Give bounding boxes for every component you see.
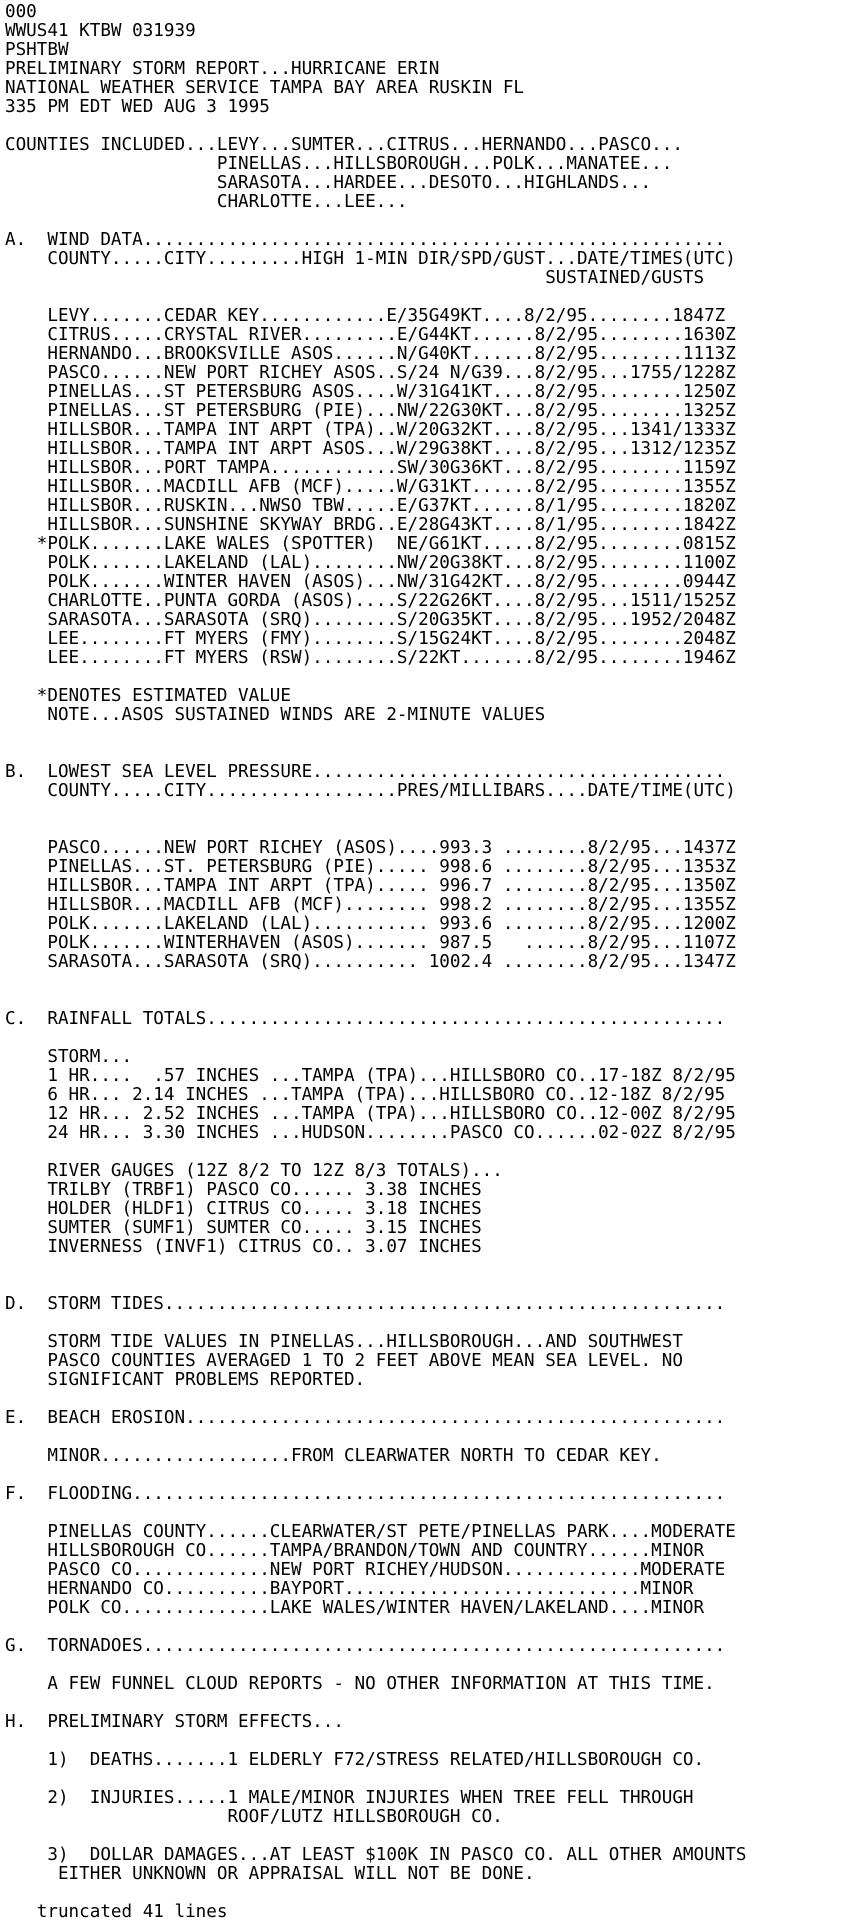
report-line <box>5 1143 849 1162</box>
report-line: POLK.......WINTER HAVEN (ASOS)...NW/31G42KT...8/2/95........0944Z <box>5 572 736 592</box>
storm-report-text <box>5 3 849 1918</box>
report-line: SIGNIFICANT PROBLEMS REPORTED. <box>5 1370 366 1390</box>
report-line: 1 HR.... .57 INCHES ...TAMPA (TPA)...HILLSBORO CO..17-18Z 8/2/95 <box>5 1066 736 1086</box>
report-line: WWUS41 KTBW 031939 <box>5 21 196 41</box>
report-line: POLK.......LAKELAND (LAL)........NW/20G38KT...8/2/95........1100Z <box>5 553 736 573</box>
report-line <box>5 1694 849 1713</box>
report-line <box>5 1029 849 1048</box>
report-line: PASCO CO.............NEW PORT RICHEY/HUDSON.............MODERATE <box>5 1560 726 1580</box>
report-line: 000 <box>5 3 37 22</box>
report-line <box>5 1257 849 1276</box>
report-line: PINELLAS...ST PETERSBURG ASOS....W/31G41KT....8/2/95........1250Z <box>5 382 736 402</box>
report-line: HILLSBOR...MACDILL AFB (MCF)........ 998.2 ........8/2/95...1355Z <box>5 895 736 915</box>
report-line: COUNTIES INCLUDED...LEVY...SUMTER...CITRUS...HERNANDO...PASCO... <box>5 135 683 155</box>
report-line: CITRUS.....CRYSTAL RIVER.........E/G44KT......8/2/95........1630Z <box>5 325 736 345</box>
report-line <box>5 1314 849 1333</box>
report-line: F. FLOODING........................................................ <box>5 1484 726 1504</box>
report-line <box>5 1504 849 1523</box>
report-line <box>5 1732 849 1751</box>
report-line: LEVY.......CEDAR KEY............E/35G49KT....8/2/95........1847Z <box>5 306 726 326</box>
report-line <box>5 1827 849 1846</box>
report-line: LEE........FT MYERS (FMY)........S/15G24KT....8/2/95........2048Z <box>5 629 736 649</box>
report-line: HILLSBOROUGH CO......TAMPA/BRANDON/TOWN AND COUNTRY......MINOR <box>5 1541 705 1561</box>
report-line: truncated 41 lines <box>5 1902 228 1918</box>
report-line: HERNANDO...BROOKSVILLE ASOS......N/G40KT......8/2/95........1113Z <box>5 344 736 364</box>
report-line <box>5 1276 849 1295</box>
report-line <box>5 1428 849 1447</box>
report-line: HILLSBOR...TAMPA INT ARPT (TPA)..W/20G32KT....8/2/95...1341/1333Z <box>5 420 736 440</box>
report-line <box>5 1466 849 1485</box>
report-line <box>5 117 849 136</box>
report-line <box>5 801 849 820</box>
report-line <box>5 725 849 744</box>
report-line: 3) DOLLAR DAMAGES...AT LEAST $100K IN PASCO CO. ALL OTHER AMOUNTS <box>5 1845 747 1865</box>
report-line: D. STORM TIDES..................................................... <box>5 1294 726 1314</box>
report-line: NOTE...ASOS SUSTAINED WINDS ARE 2-MINUTE VALUES <box>5 705 546 725</box>
report-line: TRILBY (TRBF1) PASCO CO...... 3.38 INCHES <box>5 1180 482 1200</box>
report-line: *POLK.......LAKE WALES (SPOTTER) NE/G61KT.....8/2/95........0815Z <box>5 534 736 554</box>
report-line: HILLSBOR...TAMPA INT ARPT (TPA)..... 996.7 ........8/2/95...1350Z <box>5 876 736 896</box>
report-line: STORM... <box>5 1047 133 1067</box>
report-line <box>5 820 849 839</box>
report-line: PRELIMINARY STORM REPORT...HURRICANE ERIN <box>5 59 440 79</box>
report-line: PINELLAS...ST. PETERSBURG (PIE)..... 998.6 ........8/2/95...1353Z <box>5 857 736 877</box>
report-line <box>5 1390 849 1409</box>
report-line <box>5 668 849 687</box>
report-line: ROOF/LUTZ HILLSBOROUGH CO. <box>5 1807 503 1827</box>
report-line: PINELLAS...ST PETERSBURG (PIE)...NW/22G30KT...8/2/95........1325Z <box>5 401 736 421</box>
report-line: A. WIND DATA....................................................... <box>5 230 726 250</box>
report-line: 12 HR... 2.52 INCHES ...TAMPA (TPA)...HILLSBORO CO..12-00Z 8/2/95 <box>5 1104 736 1124</box>
report-line: HILLSBOR...RUSKIN...NWSO TBW.....E/G37KT......8/1/95........1820Z <box>5 496 736 516</box>
report-line: C. RAINFALL TOTALS................................................. <box>5 1009 726 1029</box>
report-line: NATIONAL WEATHER SERVICE TAMPA BAY AREA RUSKIN FL <box>5 78 525 98</box>
report-line <box>5 1884 849 1903</box>
report-line: HILLSBOR...SUNSHINE SKYWAY BRDG..E/28G43KT....8/1/95........1842Z <box>5 515 736 535</box>
report-line: 2) INJURIES.....1 MALE/MINOR INJURIES WHEN TREE FELL THROUGH <box>5 1788 694 1808</box>
report-line: HERNANDO CO..........BAYPORT............................MINOR <box>5 1579 694 1599</box>
report-line <box>5 991 849 1010</box>
report-line: CHARLOTTE...LEE... <box>5 192 408 212</box>
report-line <box>5 744 849 763</box>
report-line: A FEW FUNNEL CLOUD REPORTS - NO OTHER INFORMATION AT THIS TIME. <box>5 1674 715 1694</box>
report-line <box>5 212 849 231</box>
report-line: COUNTY.....CITY.........HIGH 1-MIN DIR/SPD/GUST...DATE/TIMES(UTC) <box>5 249 736 269</box>
report-line: INVERNESS (INVF1) CITRUS CO.. 3.07 INCHES <box>5 1237 482 1257</box>
report-line: POLK CO..............LAKE WALES/WINTER HAVEN/LAKELAND....MINOR <box>5 1598 705 1618</box>
report-line: PINELLAS...HILLSBOROUGH...POLK...MANATEE... <box>5 154 673 174</box>
report-line: HOLDER (HLDF1) CITRUS CO..... 3.18 INCHES <box>5 1199 482 1219</box>
report-line: SUSTAINED/GUSTS <box>5 268 705 288</box>
report-line: G. TORNADOES....................................................... <box>5 1636 726 1656</box>
report-line <box>5 1618 849 1637</box>
report-line: SARASOTA...SARASOTA (SRQ).......... 1002.4 ........8/2/95...1347Z <box>5 952 736 972</box>
report-line: PSHTBW <box>5 40 69 60</box>
report-line: PASCO COUNTIES AVERAGED 1 TO 2 FEET ABOVE MEAN SEA LEVEL. NO <box>5 1351 683 1371</box>
report-line: STORM TIDE VALUES IN PINELLAS...HILLSBOROUGH...AND SOUTHWEST <box>5 1332 683 1352</box>
report-line: 6 HR... 2.14 INCHES ...TAMPA (TPA)...HILLSBORO CO..12-18Z 8/2/95 <box>5 1085 726 1105</box>
report-line: COUNTY.....CITY..................PRES/MILLIBARS....DATE/TIME(UTC) <box>5 781 736 801</box>
report-line <box>5 1770 849 1789</box>
report-line: POLK.......LAKELAND (LAL)........... 993.6 ........8/2/95...1200Z <box>5 914 736 934</box>
report-line: 24 HR... 3.30 INCHES ...HUDSON........PASCO CO......02-02Z 8/2/95 <box>5 1123 736 1143</box>
report-line: E. BEACH EROSION................................................... <box>5 1408 726 1428</box>
report-line <box>5 1656 849 1675</box>
report-line: SARASOTA...SARASOTA (SRQ)........S/20G35KT....8/2/95...1952/2048Z <box>5 610 736 630</box>
report-line: H. PRELIMINARY STORM EFFECTS... <box>5 1712 344 1732</box>
report-line: MINOR..................FROM CLEARWATER NORTH TO CEDAR KEY. <box>5 1446 662 1466</box>
report-line: 1) DEATHS.......1 ELDERLY F72/STRESS RELATED/HILLSBOROUGH CO. <box>5 1750 705 1770</box>
report-line <box>5 288 849 307</box>
report-line: PASCO......NEW PORT RICHEY ASOS..S/24 N/G39...8/2/95...1755/1228Z <box>5 363 736 383</box>
report-line: SARASOTA...HARDEE...DESOTO...HIGHLANDS... <box>5 173 652 193</box>
report-line: HILLSBOR...MACDILL AFB (MCF).....W/G31KT......8/2/95........1355Z <box>5 477 736 497</box>
report-line: POLK.......WINTERHAVEN (ASOS)....... 987.5 ......8/2/95...1107Z <box>5 933 736 953</box>
report-line: 335 PM EDT WED AUG 3 1995 <box>5 97 270 117</box>
report-line: PINELLAS COUNTY......CLEARWATER/ST PETE/PINELLAS PARK....MODERATE <box>5 1522 736 1542</box>
report-line: HILLSBOR...TAMPA INT ARPT ASOS...W/29G38KT....8/2/95...1312/1235Z <box>5 439 736 459</box>
report-line <box>5 972 849 991</box>
report-line: EITHER UNKNOWN OR APPRAISAL WILL NOT BE DONE. <box>5 1864 535 1884</box>
report-line: B. LOWEST SEA LEVEL PRESSURE....................................... <box>5 762 726 782</box>
report-line: CHARLOTTE..PUNTA GORDA (ASOS)....S/22G26KT....8/2/95...1511/1525Z <box>5 591 736 611</box>
report-line: LEE........FT MYERS (RSW)........S/22KT.......8/2/95........1946Z <box>5 648 736 668</box>
report-line: HILLSBOR...PORT TAMPA............SW/30G36KT...8/2/95........1159Z <box>5 458 736 478</box>
report-line: *DENOTES ESTIMATED VALUE <box>5 686 291 706</box>
report-line: RIVER GAUGES (12Z 8/2 TO 12Z 8/3 TOTALS)... <box>5 1161 503 1181</box>
report-line: SUMTER (SUMF1) SUMTER CO..... 3.15 INCHES <box>5 1218 482 1238</box>
report-line: PASCO......NEW PORT RICHEY (ASOS)....993.3 ........8/2/95...1437Z <box>5 838 736 858</box>
